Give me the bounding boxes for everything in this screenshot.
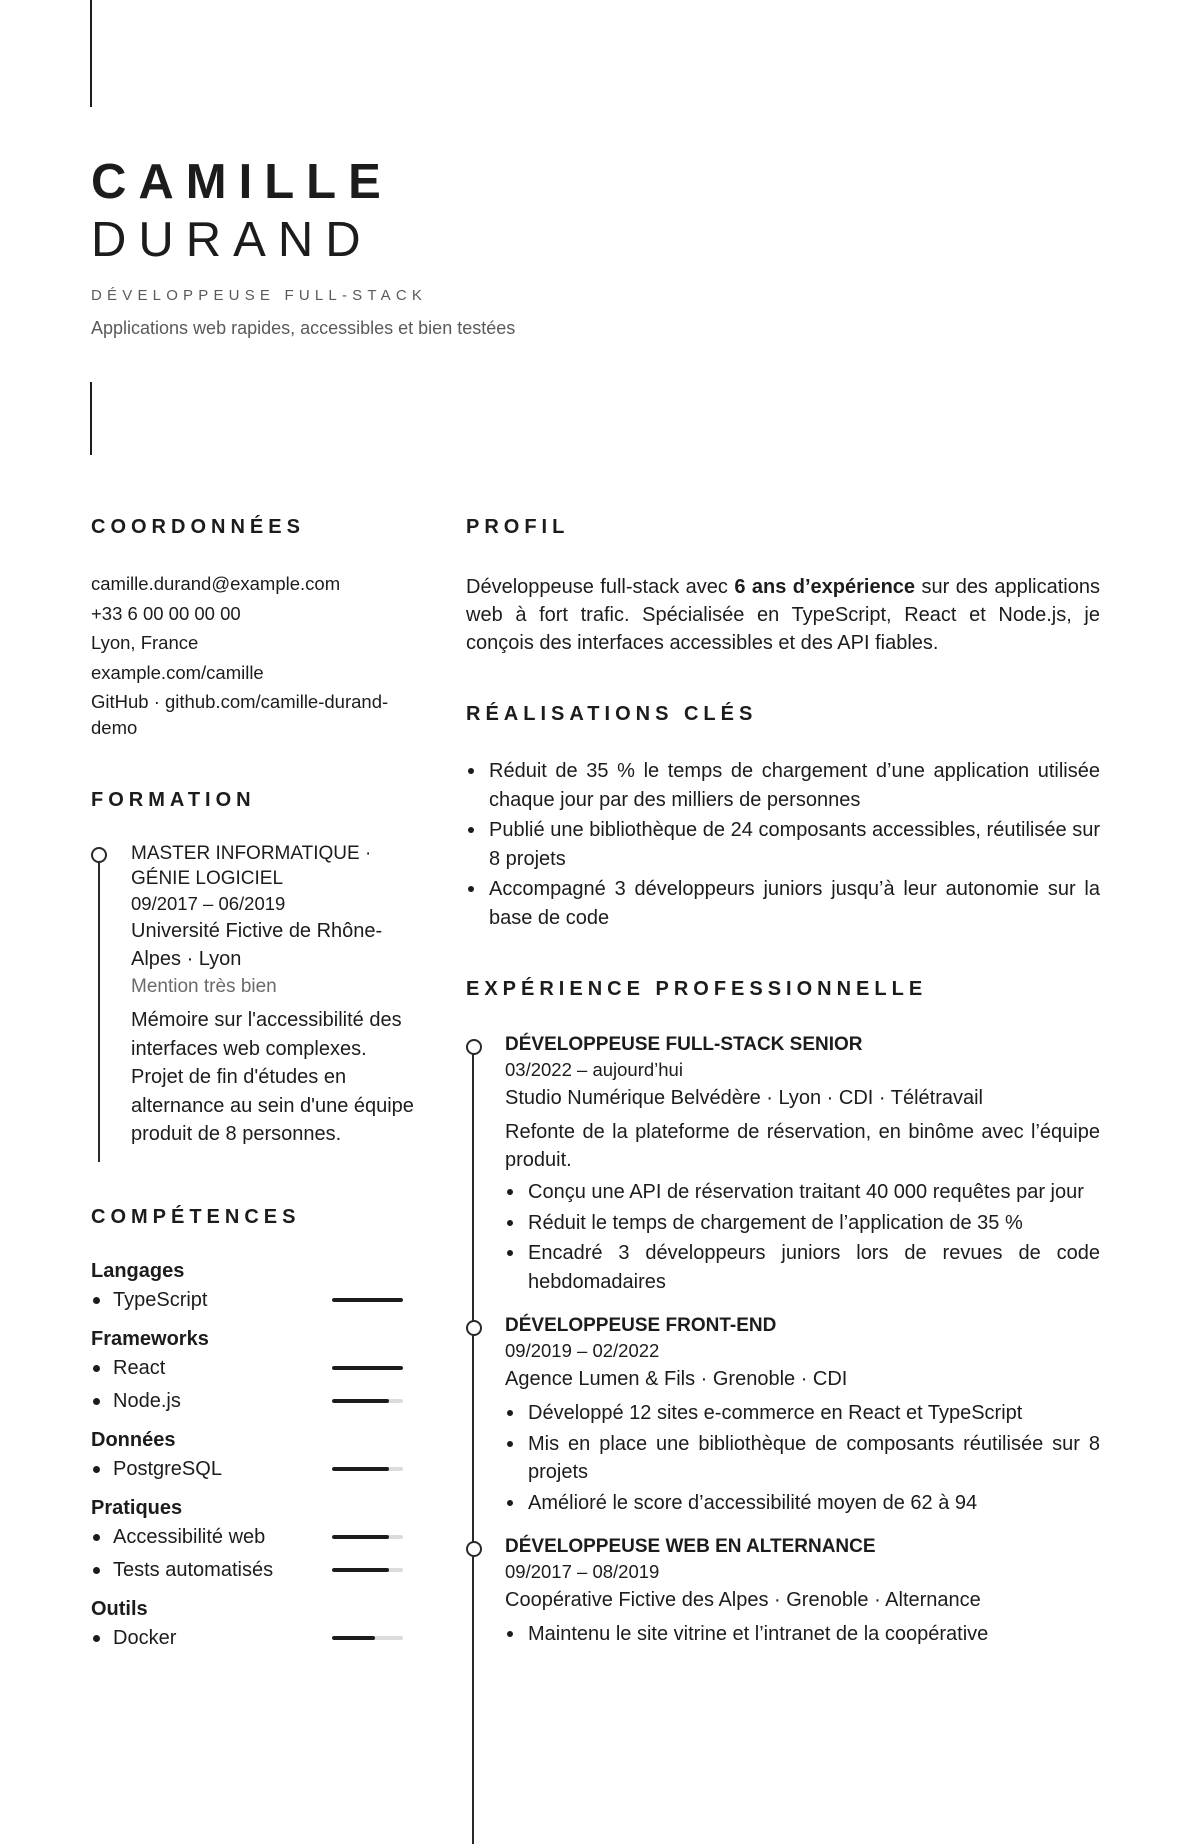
- education-degree: MASTER INFORMATIQUE · GÉNIE LOGICIEL: [131, 843, 372, 889]
- skill-name: PostgreSQL: [113, 1457, 222, 1480]
- education-dates: 09/2017 – 06/2019: [131, 893, 286, 914]
- skill-item: [91, 1554, 421, 1587]
- job-bullets: [505, 1620, 1100, 1649]
- skill-level-bar: [332, 1568, 403, 1572]
- bullet-icon: [507, 1631, 513, 1637]
- achievement-item: Accompagné 3 développeurs juniors jusqu’à leur autonomie sur la base de code: [466, 875, 1100, 932]
- skill-item: [91, 1284, 421, 1317]
- left-column: [91, 516, 421, 1655]
- achievement-item: Réduit de 35 % le temps de chargement d’une application utilisée chaque jour par des milliers de personnes: [466, 757, 1100, 814]
- experience-timeline-line: [472, 1044, 474, 1844]
- profile-text-end: sur des applications web à fort trafic. Spécialisée en TypeScript, React et Node.js, je conçois des interfaces accessibles et des API fiables.: [466, 576, 1100, 654]
- skill-name: Node.js: [113, 1389, 181, 1412]
- timeline-dot-icon: [466, 1320, 482, 1336]
- contact-phone[interactable]: +33 6 00 00 00 00: [91, 602, 241, 624]
- skill-level-fill: [332, 1636, 375, 1640]
- education-mention: Mention très bien: [131, 976, 277, 997]
- skill-name: React: [113, 1356, 166, 1379]
- skill-item: [91, 1622, 421, 1655]
- contact-website[interactable]: example.com/camille: [91, 661, 264, 683]
- skill-category-title: Outils: [91, 1597, 148, 1620]
- achievements-list: [466, 757, 1100, 932]
- last-name: DURAND: [91, 213, 373, 267]
- skill-level-fill: [332, 1535, 389, 1539]
- achievement-item: Publié une bibliothèque de 24 composants accessibles, réutilisée sur 8 projets: [466, 816, 1100, 873]
- job-bullets: [505, 1399, 1100, 1517]
- header-rule-bottom: [90, 382, 92, 455]
- skills-list: [91, 1258, 421, 1655]
- skill-item: [91, 1385, 421, 1418]
- job-bullet: Réduit le temps de chargement de l’application de 35 %: [505, 1209, 1100, 1238]
- bullet-icon: [468, 886, 474, 892]
- skill-level-fill: [332, 1298, 403, 1302]
- profile-text: [466, 573, 1100, 657]
- job-bullet: Maintenu le site vitrine et l’intranet de la coopérative: [505, 1620, 1100, 1649]
- skill-category-title: Pratiques: [91, 1496, 183, 1519]
- job-dates: 09/2019 – 02/2022: [505, 1340, 660, 1361]
- bullet-icon: [507, 1189, 513, 1195]
- skill-name: Docker: [113, 1626, 177, 1649]
- education-school: Université Fictive de Rhône-Alpes · Lyon: [131, 920, 383, 970]
- profile-heading: PROFIL: [466, 516, 570, 538]
- profile-highlight: 6 ans d’expérience: [734, 576, 916, 598]
- achievements-heading: RÉALISATIONS CLÉS: [466, 703, 758, 725]
- job-company: Agence Lumen & Fils · Grenoble · CDI: [505, 1368, 848, 1390]
- timeline-dot-icon: [466, 1039, 482, 1055]
- job-bullet: Conçu une API de réservation traitant 40 000 requêtes par jour: [505, 1178, 1100, 1207]
- bullet-icon: [93, 1365, 100, 1372]
- bullet-icon: [507, 1500, 513, 1506]
- job-title: DÉVELOPPEUSE FULL-STACK SENIOR: [505, 1034, 863, 1055]
- skill-level-bar: [332, 1366, 403, 1370]
- skill-category-title: Frameworks: [91, 1327, 209, 1350]
- job-dates: 03/2022 – aujourd’hui: [505, 1059, 683, 1080]
- job-company: Coopérative Fictive des Alpes · Grenoble · Alternance: [505, 1589, 981, 1611]
- job-bullet: Encadré 3 développeurs juniors lors de revues de code hebdomadaires: [505, 1239, 1100, 1296]
- job-bullet: Développé 12 sites e-commerce en React et TypeScript: [505, 1399, 1100, 1428]
- job-bullet: Mis en place une bibliothèque de composants réutilisée sur 8 projets: [505, 1430, 1100, 1487]
- contact-block: [91, 569, 421, 741]
- education-timeline-line: [98, 854, 100, 1162]
- experience-heading: EXPÉRIENCE PROFESSIONNELLE: [466, 978, 928, 1000]
- bullet-icon: [468, 827, 474, 833]
- job-summary: Refonte de la plateforme de réservation, en binôme avec l’équipe produit.: [505, 1121, 1100, 1171]
- contact-location: Lyon, France: [91, 632, 199, 653]
- job-entry: [505, 1032, 1100, 1296]
- experience-timeline: [466, 1032, 1100, 1649]
- skill-level-fill: [332, 1399, 389, 1403]
- job-bullet: Amélioré le score d’accessibilité moyen de 62 à 94: [505, 1489, 1100, 1518]
- job-entry: [505, 1534, 1100, 1649]
- timeline-dot-icon: [91, 847, 107, 863]
- skill-name: Accessibilité web: [113, 1525, 266, 1548]
- skill-level-bar: [332, 1636, 403, 1640]
- job-dates: 09/2017 – 08/2019: [505, 1561, 660, 1582]
- contact-heading: COORDONNÉES: [91, 516, 305, 538]
- skill-category-title: Données: [91, 1428, 176, 1451]
- job-company: Studio Numérique Belvédère · Lyon · CDI · Télétravail: [505, 1087, 983, 1109]
- skill-item: [91, 1521, 421, 1554]
- skill-item: [91, 1352, 421, 1385]
- job-title: DÉVELOPPEUSE FRONT-END: [505, 1315, 777, 1336]
- bullet-icon: [93, 1635, 100, 1642]
- skill-item: [91, 1453, 421, 1486]
- skill-level-bar: [332, 1467, 403, 1471]
- skill-level-bar: [332, 1399, 403, 1403]
- job-title: DÉVELOPPEUSE WEB EN ALTERNANCE: [505, 1536, 876, 1557]
- job-role: DÉVELOPPEUSE FULL-STACK: [91, 287, 428, 304]
- bullet-icon: [93, 1466, 100, 1473]
- first-name: CAMILLE: [91, 155, 393, 209]
- education-description: Mémoire sur l'accessibilité des interfaces web complexes. Projet de fin d'études en alternance au sein d'une équipe produit de 8 personnes.: [131, 1009, 414, 1145]
- skill-category-title: Langages: [91, 1259, 185, 1282]
- bullet-icon: [507, 1220, 513, 1226]
- skill-level-bar: [332, 1298, 403, 1302]
- skill-level-fill: [332, 1366, 403, 1370]
- skills-heading: COMPÉTENCES: [91, 1205, 301, 1228]
- timeline-dot-icon: [466, 1541, 482, 1557]
- bullet-icon: [93, 1534, 100, 1541]
- bullet-icon: [468, 768, 474, 774]
- bullet-icon: [93, 1567, 100, 1574]
- bullet-icon: [93, 1398, 100, 1405]
- tagline: Applications web rapides, accessibles et bien testées: [91, 318, 516, 338]
- right-column: [466, 516, 1100, 1666]
- job-bullets: [505, 1178, 1100, 1296]
- bullet-icon: [507, 1250, 513, 1256]
- education-item: [91, 841, 421, 1149]
- skill-level-fill: [332, 1467, 389, 1471]
- bullet-icon: [93, 1297, 100, 1304]
- education-heading: FORMATION: [91, 789, 256, 811]
- skill-level-fill: [332, 1568, 389, 1572]
- contact-github[interactable]: GitHub · github.com/camille-durand-demo: [91, 691, 389, 738]
- profile-text-start: Développeuse full-stack avec: [466, 576, 735, 598]
- job-entry: [505, 1313, 1100, 1517]
- header-rule-top: [90, 0, 92, 107]
- skill-name: Tests automatisés: [113, 1558, 274, 1581]
- bullet-icon: [507, 1410, 513, 1416]
- bullet-icon: [507, 1441, 513, 1447]
- contact-email[interactable]: camille.durand@example.com: [91, 573, 341, 594]
- skill-name: TypeScript: [113, 1288, 208, 1311]
- skill-level-bar: [332, 1535, 403, 1539]
